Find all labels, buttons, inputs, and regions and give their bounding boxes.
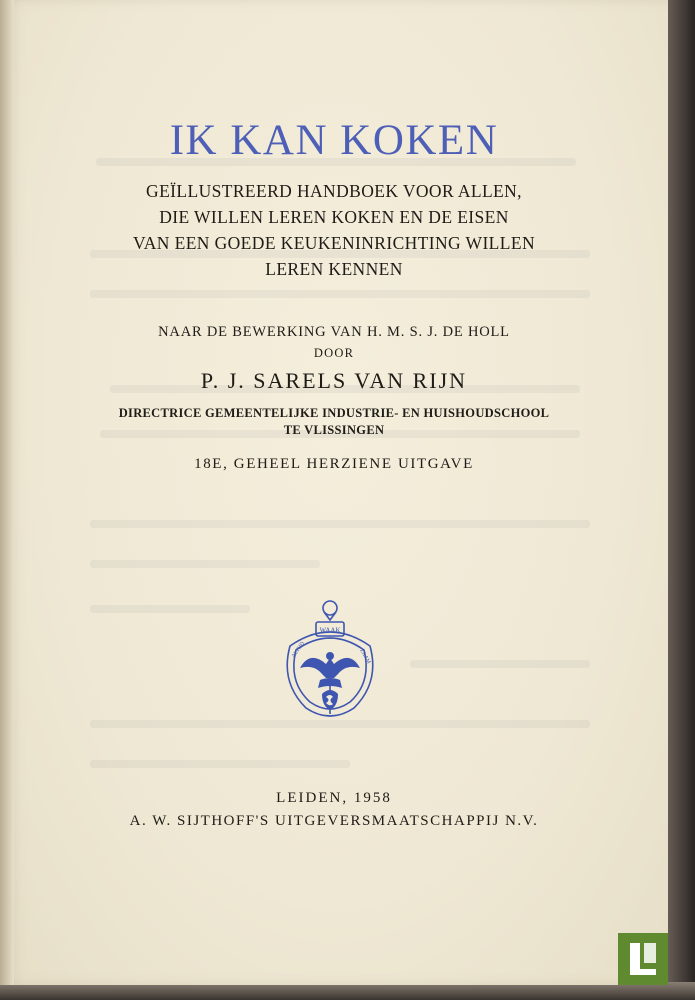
author-affiliation [0, 405, 668, 439]
affiliation-line: DIRECTRICE GEMEENTELIJKE INDUSTRIE- EN HUISHOUDSCHOOL [118, 406, 550, 420]
affiliation-line: TE VLISSINGEN [283, 423, 385, 437]
svg-text:WAAK: WAAK [319, 626, 341, 635]
subtitle-line: VAN EEN GOEDE KEUKENINRICHTING WILLEN [132, 233, 535, 253]
author-name: P. J. SARELS VAN RIJN [200, 368, 468, 393]
show-through-line [90, 560, 320, 568]
catalog-sticker-icon [618, 933, 668, 985]
book-title: IK KAN KOKEN [169, 117, 499, 164]
show-through-line [90, 605, 250, 613]
place-and-year: LEIDEN, 1958 [276, 790, 392, 806]
by-label: DOOR [313, 346, 355, 360]
publisher-eagle-emblem-icon [276, 598, 384, 728]
svg-text:ALTIJD: ALTIJD [290, 640, 307, 660]
subtitle-line: LEREN KENNEN [265, 259, 403, 279]
show-through-line [90, 760, 350, 768]
show-through-line [410, 660, 590, 668]
publisher-name: A. W. SIJTHOFF'S UITGEVERSMAATSCHAPPIJ N.V. [129, 813, 539, 829]
svg-text:ZAAM: ZAAM [358, 648, 372, 666]
show-through-line [90, 520, 590, 528]
show-through-line [90, 290, 590, 298]
edition-note: 18E, GEHEEL HERZIENE UITGAVE [194, 456, 474, 472]
adaptation-credit: NAAR DE BEWERKING VAN H. M. S. J. DE HOLL [158, 324, 510, 340]
subtitle-line: DIE WILLEN LEREN KOKEN EN DE EISEN [159, 207, 509, 227]
subtitle-line: GEÏLLUSTREERD HANDBOEK VOOR ALLEN, [146, 181, 522, 201]
book-subtitle [0, 178, 668, 282]
book-edge-shadow [665, 0, 695, 1000]
